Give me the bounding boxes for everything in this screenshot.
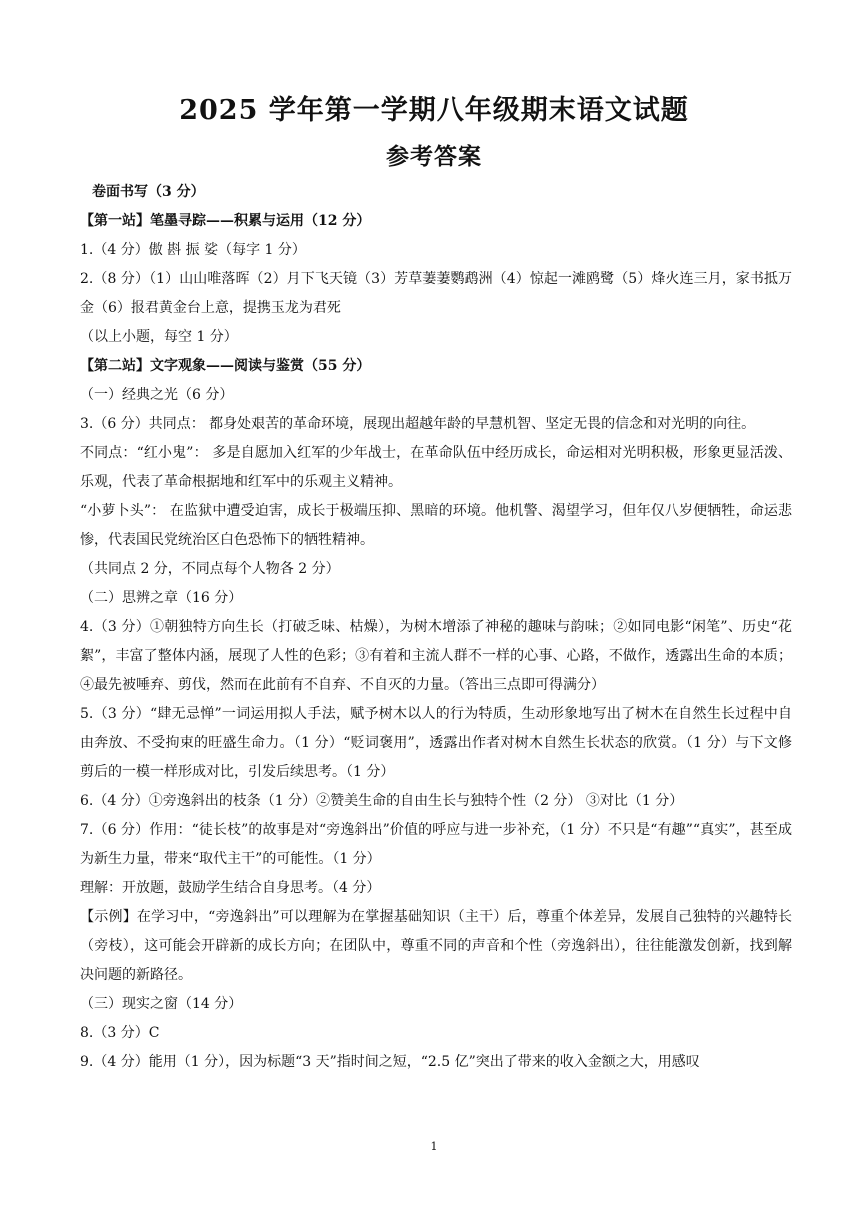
answer-line-6: 6.（4 分）①旁逸斜出的枝条（1 分）②赞美生命的自由生长与独特个性（2 分） ③对比（1 分）	[80, 793, 684, 809]
section-heading-2: 【第二站】文字观象——阅读与鉴赏（55 分）	[80, 358, 371, 374]
answer-line-2: 2.（8 分）（1）山山唯落晖（2）月下飞天镜（3）芳草萋萋鹦鹉洲（4）惊起一滩鸥鹭（5）烽火连三月，家书抵万金（6）报君黄金台上意，提携玉龙为君死	[80, 271, 792, 316]
subsection-heading-3: （三）现实之窗（14 分）	[80, 996, 243, 1012]
answer-line-9: 9.（4 分）能用（1 分），因为标题“3 天”指时间之短，“2.5 亿”突出了带来的收入金额之大，用感叹	[80, 1054, 700, 1070]
answer-line-3: 3.（6 分）共同点： 都身处艰苦的革命环境，展现出超越年龄的早慧机智、坚定无畏的信念和对光明的向往。	[80, 416, 756, 432]
section-heading-1: 【第一站】笔墨寻踪——积累与运用（12 分）	[80, 213, 371, 229]
scoring-note-1: （以上小题，每空 1 分）	[80, 329, 238, 345]
handwriting-score-line: 卷面书写（3 分）	[92, 184, 205, 200]
answer-line-7-understanding: 理解：开放题，鼓励学生结合自身思考。（4 分）	[80, 880, 381, 896]
answer-line-4: 4.（3 分）①朝独特方向生长（打破乏味、枯燥），为树木增添了神秘的趣味与韵味；②如同电影“闲笔”、历史“花絮”，丰富了整体内涵，展现了人性的色彩；③有着和主流人群不一样的心事、心路，不做作，透露出生命的本质；④最先被唾弃、剪伐，然而在此前有不自弃、不自灭的力量。（答出三点即可得满分）	[80, 619, 792, 693]
answer-line-7: 7.（6 分）作用：“徒长枝”的故事是对“旁逸斜出”价值的呼应与进一步补充，（1 分）不只是“有趣”“真实”，甚至成为新生力量，带来“取代主干”的可能性。（1 分）	[80, 822, 792, 867]
answer-line-7-example: 【示例】在学习中，“旁逸斜出”可以理解为在掌握基础知识（主干）后，尊重个体差异，发展自己独特的兴趣特长（旁枝），这可能会开辟新的成长方向；在团队中，尊重不同的声音和个性（旁逸斜出），往往能激发创新，找到解决问题的新路径。	[80, 909, 792, 983]
scoring-note-2: （共同点 2 分，不同点每个人物各 2 分）	[80, 561, 340, 577]
page-subtitle: 参考答案	[386, 143, 482, 170]
answer-line-3-difference: 不同点：“红小鬼”： 多是自愿加入红军的少年战士，在革命队伍中经历成长，命运相对光明积极，形象更显活泼、乐观，代表了革命根据地和红军中的乐观主义精神。	[80, 445, 792, 490]
subsection-heading-1: （一）经典之光（6 分）	[80, 387, 234, 403]
page-number: 1	[430, 1140, 438, 1153]
page-title: 2025 学年第一学期八年级期末语文试题	[179, 95, 689, 126]
subsection-heading-2: （二）思辨之章（16 分）	[80, 590, 243, 606]
answer-line-1: 1.（4 分）傲 斟 振 娑（每字 1 分）	[80, 242, 306, 258]
answer-line-8: 8.（3 分）C	[80, 1025, 160, 1041]
answer-line-3-xiaoluobotou: “小萝卜头”： 在监狱中遭受迫害，成长于极端压抑、黑暗的环境。他机警、渴望学习，但年仅八岁便牺牲，命运悲惨，代表国民党统治区白色恐怖下的牺牲精神。	[80, 503, 792, 548]
answer-content	[80, 178, 792, 1077]
answer-line-5: 5.（3 分）“肆无忌惮”一词运用拟人手法，赋予树木以人的行为特质，生动形象地写出了树木在自然生长过程中自由奔放、不受拘束的旺盛生命力。（1 分）“贬词褒用”，透露出作者对树木自然生长状态的欣赏。（1 分）与下文修剪后的一模一样形成对比，引发后续思考。（1 分）	[80, 706, 792, 780]
